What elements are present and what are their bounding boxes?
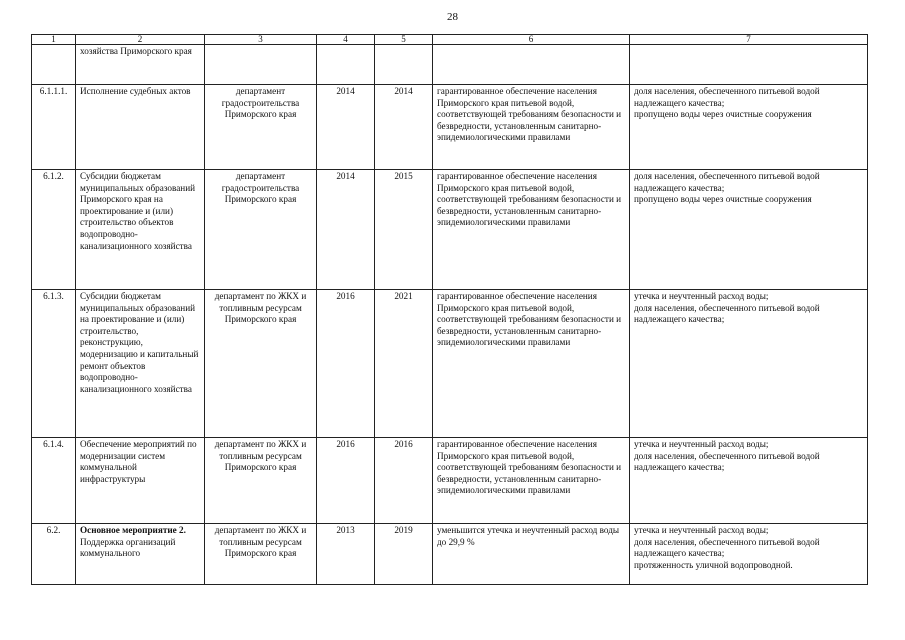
table-row <box>32 524 868 585</box>
cell-expected-result: гарантированное обеспечение населения Приморского края питьевой водой, соответствующей требованиям безопасности и безвредности, установленным санитарно-эпидемиологическими правилами <box>433 85 630 170</box>
cell-executor: департамент градостроительства Приморского края <box>205 85 317 170</box>
cell-end-year: 2021 <box>375 290 433 438</box>
indicator-line: утечка и неучтенный расход воды; <box>634 525 769 535</box>
table-row <box>32 170 868 290</box>
column-number: 7 <box>630 35 868 45</box>
cell-executor: департамент по ЖКХ и топливным ресурсам Приморского края <box>205 438 317 524</box>
cell-number: 6.1.3. <box>32 290 76 438</box>
cell-start-year: 2016 <box>317 290 375 438</box>
cell-indicators <box>630 85 868 170</box>
column-number: 1 <box>32 35 76 45</box>
cell-measure-name: Исполнение судебных актов <box>76 85 205 170</box>
indicator-line: пропущено воды через очистные сооружения <box>634 194 812 205</box>
cell-measure-name: Субсидии бюджетам муниципальных образований Приморского края на проектирование и (или) строительство объектов водопроводно-канализационного хозяйства <box>76 170 205 290</box>
table-row <box>32 290 868 438</box>
cell-indicators <box>630 290 868 438</box>
cell-measure-name: хозяйства Приморского края <box>76 45 205 85</box>
column-number-row <box>32 35 868 45</box>
cell-start-year: 2014 <box>317 170 375 290</box>
cell-expected-result <box>433 45 630 85</box>
cell-indicators <box>630 524 868 585</box>
indicator-line: доля населения, обеспеченного питьевой водой надлежащего качества; <box>634 536 820 559</box>
page-number: 28 <box>447 11 458 23</box>
column-number: 3 <box>205 35 317 45</box>
cell-measure-name: Субсидии бюджетам муниципальных образований на проектирование и (или) строительство, реконструкцию, модернизацию и капитальный ремонт объектов водопроводно-канализационного хозяйства <box>76 290 205 438</box>
cell-number: 6.2. <box>32 524 76 585</box>
cell-indicators <box>630 170 868 290</box>
measure-name-text: Поддержка организаций коммунального <box>80 536 176 559</box>
table-row-continuation <box>32 45 868 85</box>
indicator-line: доля населения, обеспеченного питьевой водой надлежащего качества; <box>634 302 820 325</box>
cell-end-year: 2016 <box>375 438 433 524</box>
column-number: 4 <box>317 35 375 45</box>
cell-end-year: 2014 <box>375 85 433 170</box>
cell-end-year: 2015 <box>375 170 433 290</box>
table-row <box>32 85 868 170</box>
cell-measure-name: Обеспечение мероприятий по модернизации систем коммунальной инфраструктуры <box>76 438 205 524</box>
main-measure-label: Основное мероприятие 2. <box>80 525 186 535</box>
table-row <box>32 438 868 524</box>
indicator-line: доля населения, обеспеченного питьевой водой надлежащего качества; <box>634 171 820 193</box>
indicator-line: утечка и неучтенный расход воды; <box>634 291 769 301</box>
cell-start-year: 2013 <box>317 524 375 585</box>
cell-indicators <box>630 438 868 524</box>
column-number: 6 <box>433 35 630 45</box>
indicator-line: доля населения, обеспеченного питьевой водой надлежащего качества; <box>634 450 820 473</box>
cell-expected-result: гарантированное обеспечение населения Приморского края питьевой водой, соответствующей требованиям безопасности и безвредности, установленным санитарно-эпидемиологическими правилами <box>433 290 630 438</box>
cell-measure-name <box>76 524 205 585</box>
cell-indicators <box>630 45 868 85</box>
cell-number: 6.1.1.1. <box>32 85 76 170</box>
cell-expected-result: гарантированное обеспечение населения Приморского края питьевой водой, соответствующей требованиям безопасности и безвредности, установленным санитарно-эпидемиологическими правилами <box>433 170 630 290</box>
cell-start-year: 2016 <box>317 438 375 524</box>
indicator-line: протяженность уличной водопроводной. <box>634 559 793 570</box>
cell-number <box>32 45 76 85</box>
cell-executor: департамент по ЖКХ и топливным ресурсам Приморского края <box>205 524 317 585</box>
cell-end-year <box>375 45 433 85</box>
cell-executor: департамент градостроительства Приморского края <box>205 170 317 290</box>
cell-end-year: 2019 <box>375 524 433 585</box>
indicator-line: утечка и неучтенный расход воды; <box>634 439 769 449</box>
cell-start-year <box>317 45 375 85</box>
cell-number: 6.1.2. <box>32 170 76 290</box>
indicator-line: пропущено воды через очистные сооружения <box>634 109 812 120</box>
cell-number: 6.1.4. <box>32 438 76 524</box>
column-number: 5 <box>375 35 433 45</box>
indicator-line: доля населения, обеспеченного питьевой водой надлежащего качества; <box>634 86 820 108</box>
cell-start-year: 2014 <box>317 85 375 170</box>
column-number: 2 <box>76 35 205 45</box>
cell-expected-result: уменьшится утечка и неучтенный расход воды до 29,9 % <box>433 524 630 585</box>
cell-expected-result: гарантированное обеспечение населения Приморского края питьевой водой, соответствующей требованиям безопасности и безвредности, установленным санитарно-эпидемиологическими правилами <box>433 438 630 524</box>
measures-table <box>31 34 868 585</box>
cell-executor: департамент по ЖКХ и топливным ресурсам Приморского края <box>205 290 317 438</box>
cell-executor <box>205 45 317 85</box>
